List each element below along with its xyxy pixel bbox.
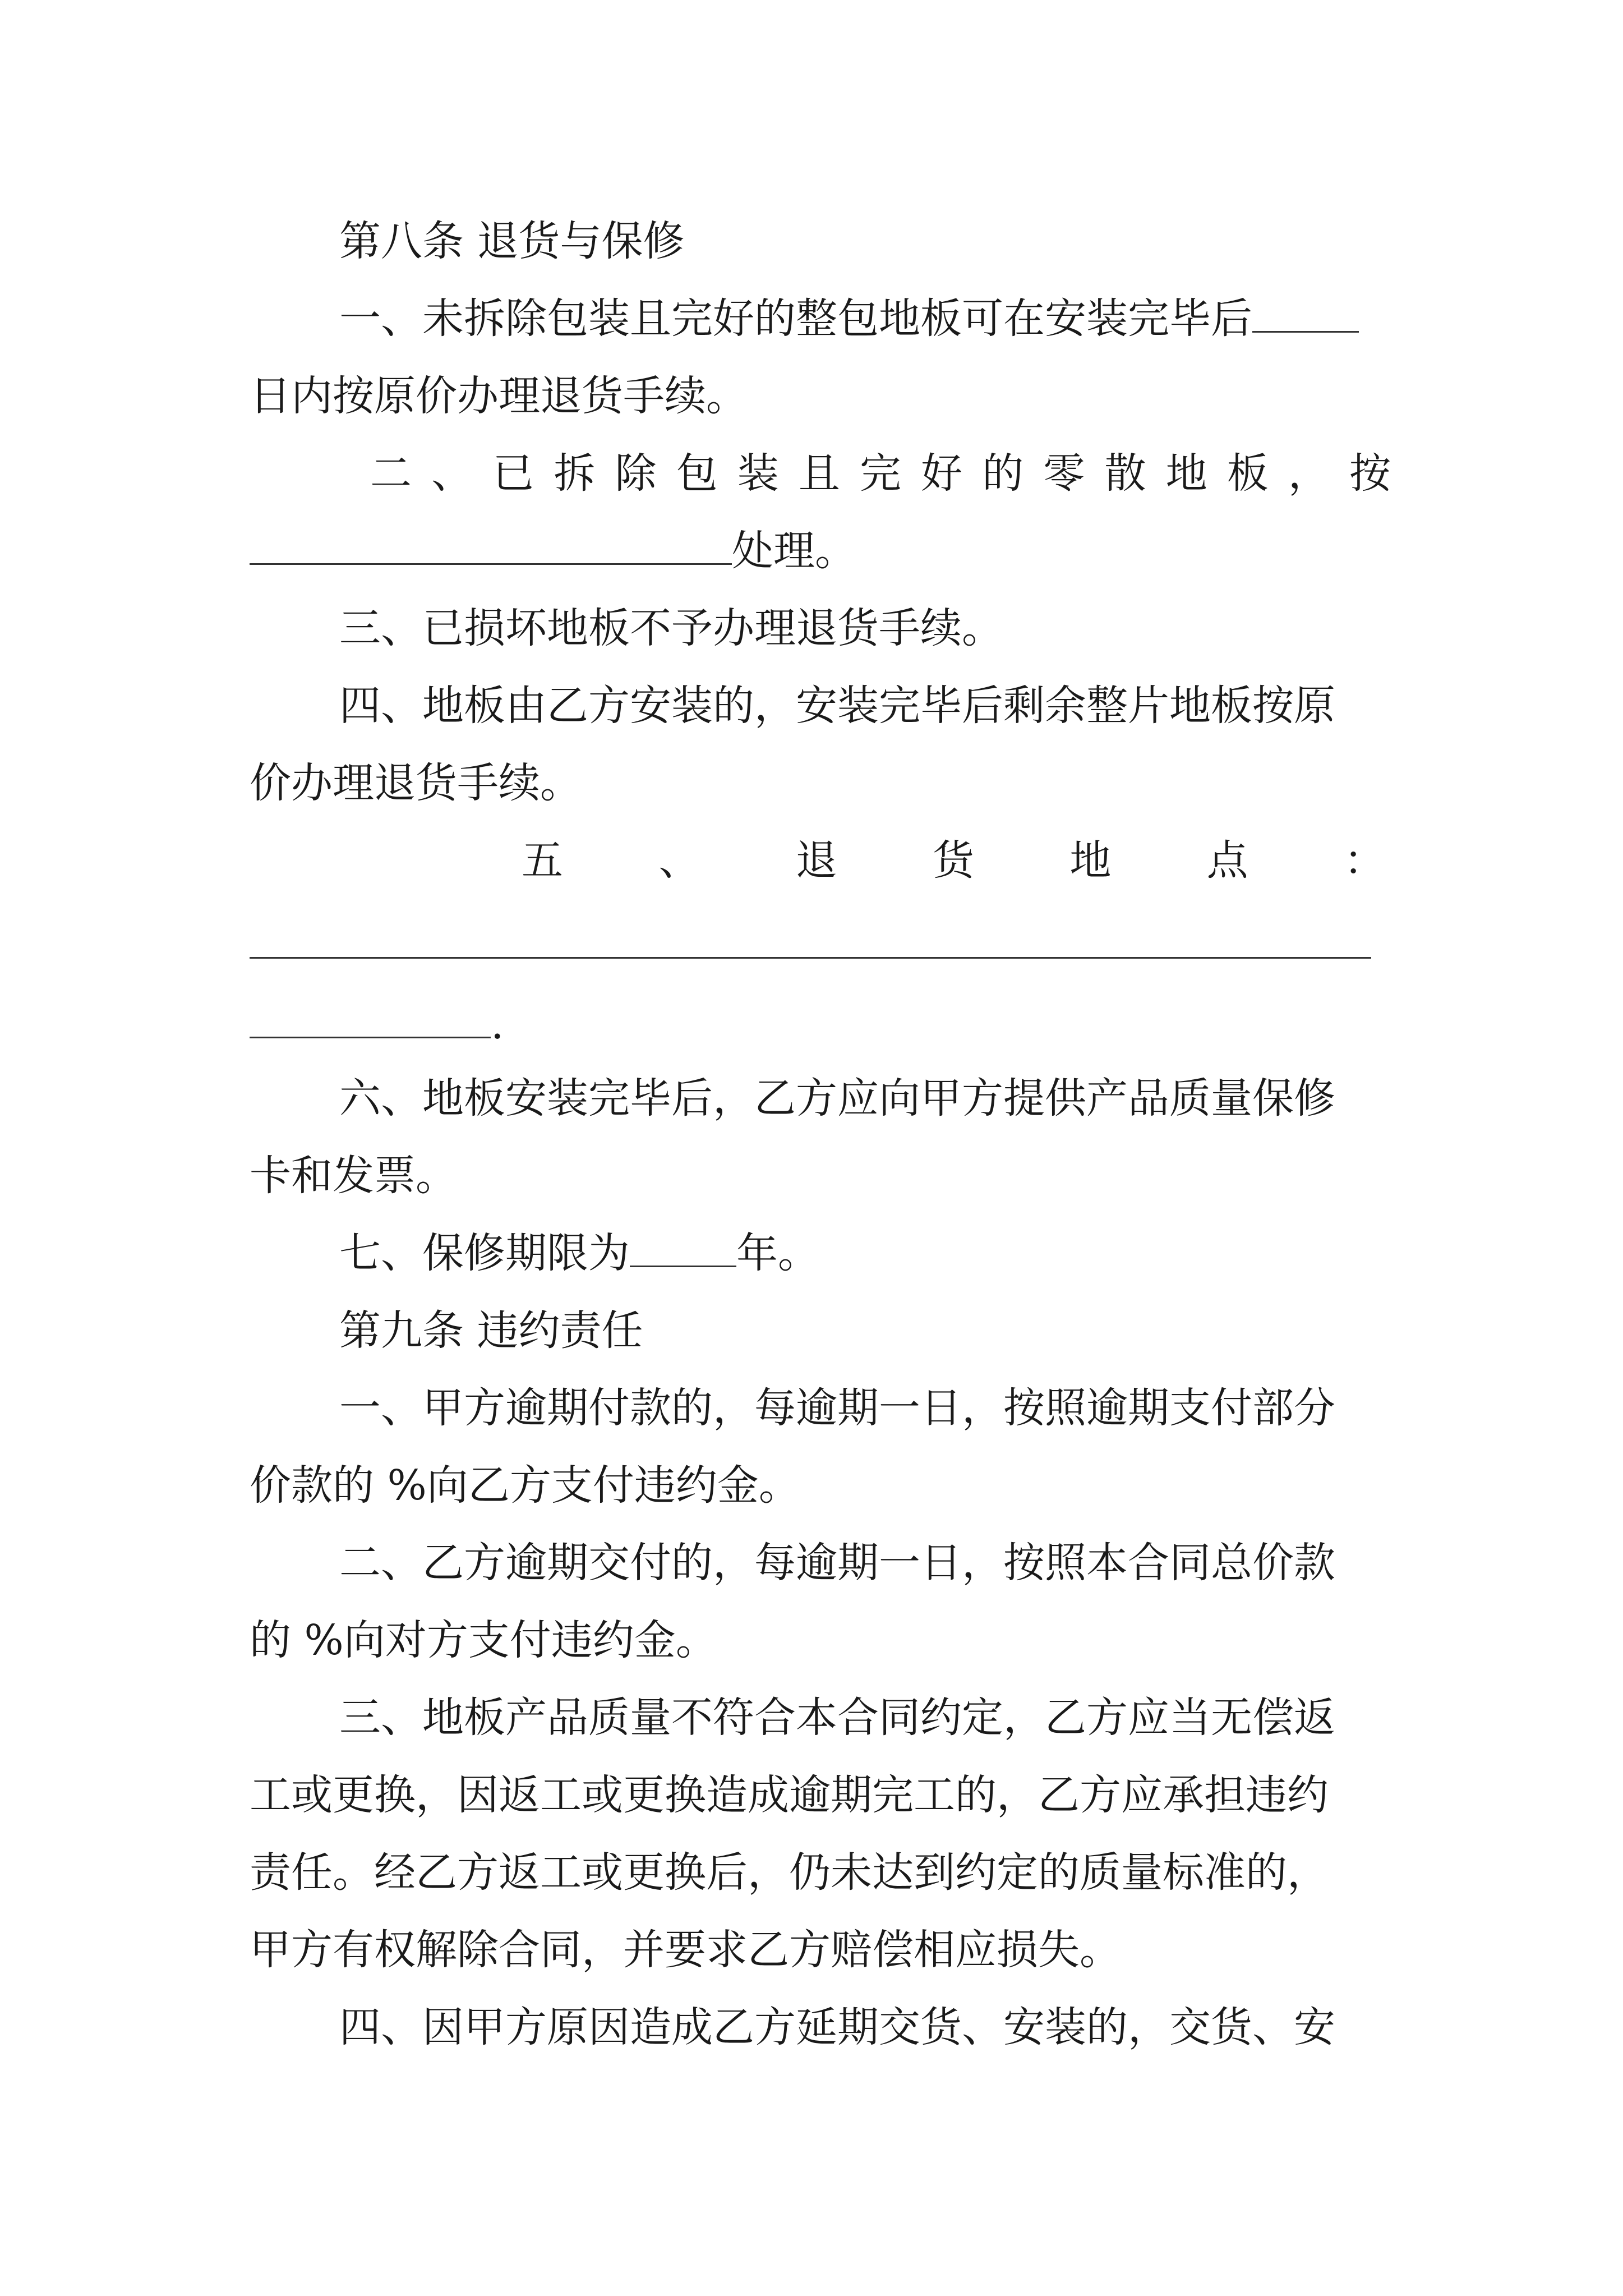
article-8-item-4-line-2: 价办理退货手续。: [250, 759, 582, 807]
item-5-char: 、: [658, 836, 700, 885]
article-8-item-3: 三、已损坏地板不予办理退货手续。: [339, 604, 1003, 652]
article-9-heading: 第九条 违约责任: [339, 1306, 643, 1355]
item-1-text: 一、未拆除包装且完好的整包地板可在安装完毕后: [339, 295, 1252, 343]
article-8-item-6-line-1: 六、地板安装完毕后，乙方应向甲方提供产品质量保修: [339, 1074, 1335, 1122]
article-9-item-3-line-1: 三、地板产品质量不符合本合同约定，乙方应当无偿返: [339, 1694, 1335, 1742]
article-8-item-4-line-1: 四、地板由乙方安装的，安装完毕后剩余整片地板按原: [339, 682, 1335, 730]
article-8-item-2-line-1: [370, 448, 1391, 499]
item-2-text-end: 处理。: [732, 527, 856, 575]
article-9-item-2-line-1: 二、乙方逾期交付的，每逾期一日，按照本合同总价款: [339, 1539, 1335, 1587]
item-2-char: 完: [860, 449, 901, 498]
item-2-char: 板: [1227, 449, 1269, 498]
item-5-char: 地: [1069, 836, 1112, 885]
item-2-char: ，: [1288, 449, 1330, 498]
item-5-char: 点: [1206, 836, 1248, 885]
years-blank: [630, 1231, 736, 1267]
article-8-item-2-line-2: [250, 525, 1391, 577]
article-8-item-5-line-1: [522, 835, 1385, 886]
item-2-char: 好: [921, 449, 963, 498]
article-8-item-7: [339, 1227, 1391, 1279]
item-2-char: 装: [737, 449, 779, 498]
item-2-char: 包: [676, 449, 718, 498]
return-location-blank-line-1: [250, 957, 1371, 959]
article-8-heading: 第八条 退货与保修: [339, 217, 685, 265]
item-5-char: 货: [932, 836, 974, 885]
item-2-char: 除: [615, 449, 657, 498]
item-7-text: 七、保修期限为: [339, 1229, 630, 1277]
article-9-item-3-line-2: 工或更换，因返工或更换造成逾期完工的，乙方应承担违约: [250, 1771, 1329, 1819]
article-8-item-1-line-2: 日内按原价办理退货手续。: [250, 372, 748, 420]
handling-blank: [250, 528, 732, 565]
item-2-char: 按: [1349, 449, 1391, 498]
article-9-item-4-line-1: 四、因甲方原因造成乙方延期交货、安装的，交货、安: [339, 2003, 1335, 2051]
item-5-char: 退: [795, 836, 837, 885]
article-9-item-3-line-4: 甲方有权解除合同，并要求乙方赔偿相应损失。: [250, 1926, 1121, 1974]
article-8-item-5-line-3: [250, 999, 1391, 1050]
item-2-char: 散: [1104, 449, 1146, 498]
item-5-char: ：: [1343, 836, 1385, 885]
item-5-char: 五: [522, 836, 563, 885]
article-9-item-1-line-2: 价款的 %向乙方支付违约金。: [250, 1461, 800, 1510]
item-2-char: 的: [982, 449, 1024, 498]
article-9-item-3-line-3: 责任。经乙方返工或更换后，仍未达到约定的质量标准的，: [250, 1848, 1329, 1897]
item-2-char: 拆: [554, 449, 596, 498]
article-8-item-6-line-2: 卡和发票。: [250, 1152, 457, 1200]
article-8-item-1-line-1: [339, 293, 1391, 344]
item-5-end: .: [491, 1000, 504, 1048]
article-9-item-2-line-2: 的 %向对方支付违约金。: [250, 1616, 717, 1664]
item-2-char: 且: [798, 449, 840, 498]
days-blank: [1252, 296, 1359, 333]
item-2-char: 已: [492, 449, 534, 498]
return-location-blank-line-2: [250, 1002, 491, 1038]
item-2-char: 、: [431, 449, 473, 498]
item-2-char: 二: [370, 449, 412, 498]
item-7-text-end: 年。: [736, 1229, 819, 1277]
item-2-char: 地: [1165, 449, 1207, 498]
article-9-item-1-line-1: 一、甲方逾期付款的，每逾期一日，按照逾期支付部分: [339, 1384, 1335, 1432]
item-2-char: 零: [1043, 449, 1085, 498]
